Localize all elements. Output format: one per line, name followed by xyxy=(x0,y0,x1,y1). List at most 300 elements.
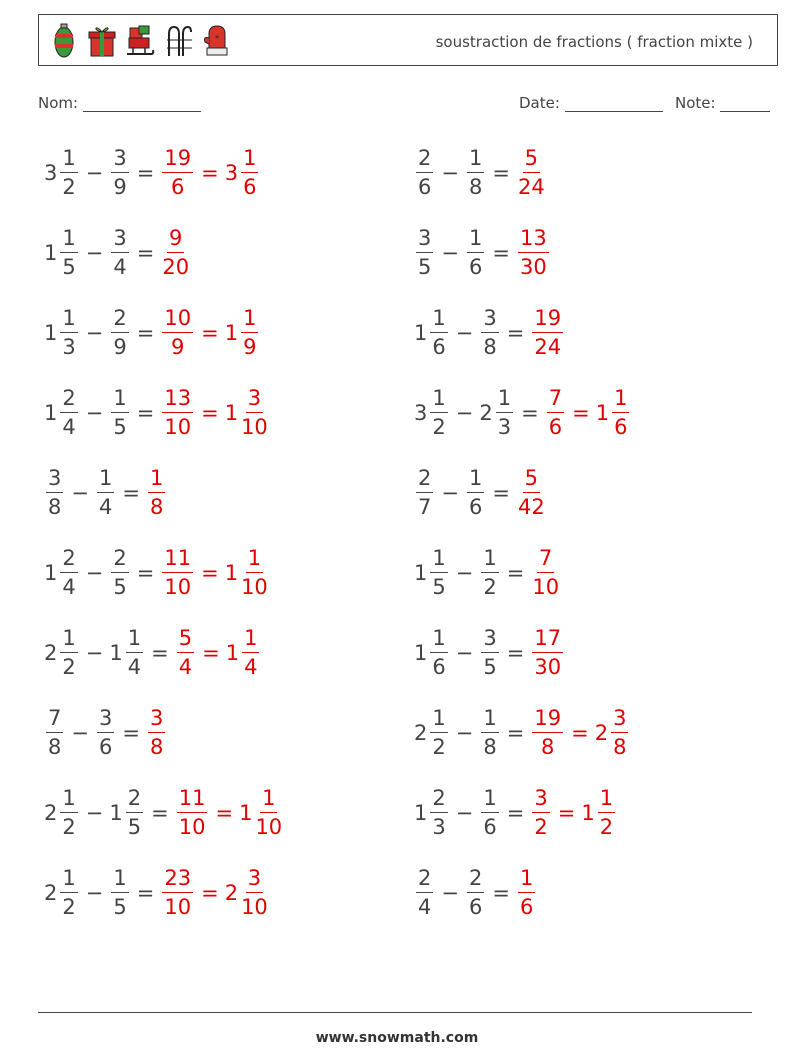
minuend-whole: 1 xyxy=(414,561,428,585)
header-box xyxy=(38,14,778,66)
minuend-fraction xyxy=(46,468,63,518)
answer xyxy=(146,708,167,758)
subtrahend xyxy=(479,628,500,678)
problem-8 xyxy=(414,383,631,443)
answer-improper xyxy=(530,308,565,358)
minuend-whole: 2 xyxy=(44,641,58,665)
minuend-denominator: 8 xyxy=(48,495,62,519)
answer-mixed-numerator: 1 xyxy=(598,788,615,813)
answer-mixed-fraction xyxy=(241,388,268,438)
answer-improper-denominator: 8 xyxy=(541,735,555,759)
minus-sign: − xyxy=(85,401,104,425)
minus-sign: − xyxy=(455,641,474,665)
minuend xyxy=(44,548,80,598)
equals-sign: = xyxy=(151,641,169,665)
minuend-fraction xyxy=(430,788,447,838)
subtrahend-fraction xyxy=(481,308,498,358)
answer-mixed-denominator: 8 xyxy=(613,735,627,759)
answer-mixed-denominator: 6 xyxy=(243,175,257,199)
answer-improper-denominator: 8 xyxy=(149,495,164,519)
equals-sign: = xyxy=(506,561,525,585)
subtrahend xyxy=(479,708,500,758)
answer-mixed-numerator: 1 xyxy=(612,388,629,413)
answer xyxy=(160,548,269,598)
minuend-numerator: 2 xyxy=(430,788,447,813)
minuend-fraction xyxy=(60,868,77,918)
minuend-denominator: 6 xyxy=(432,655,446,679)
minuend-fraction xyxy=(416,468,433,518)
answer-improper-fraction xyxy=(162,548,193,598)
answer-improper-numerator: 19 xyxy=(532,708,563,733)
subtrahend-denominator: 6 xyxy=(483,815,497,839)
equals-sign: = xyxy=(492,881,510,905)
answer-improper-denominator: 10 xyxy=(178,815,206,839)
subtrahend-numerator: 1 xyxy=(97,468,114,493)
answer-improper-numerator: 17 xyxy=(532,628,563,653)
answer-improper-fraction xyxy=(532,308,563,358)
subtrahend xyxy=(109,628,145,678)
answer-mixed xyxy=(225,308,261,358)
answer-mixed-denominator: 10 xyxy=(241,415,268,439)
minuend-fraction xyxy=(416,148,433,198)
subtrahend-denominator: 6 xyxy=(468,495,483,519)
answer-mixed-denominator: 10 xyxy=(241,575,268,599)
answer-improper-denominator: 10 xyxy=(164,415,192,439)
minuend xyxy=(414,548,450,598)
subtrahend-numerator: 1 xyxy=(481,788,498,813)
minuend-fraction xyxy=(430,708,447,758)
subtrahend xyxy=(109,148,130,198)
answer-mixed-numerator: 1 xyxy=(241,148,258,173)
subtrahend xyxy=(109,788,145,838)
subtrahend-fraction xyxy=(481,788,498,838)
problem-11 xyxy=(44,543,270,603)
answer-improper-denominator: 9 xyxy=(171,335,185,359)
subtrahend xyxy=(95,468,116,518)
answer-improper-denominator: 6 xyxy=(548,415,563,439)
minuend-fraction xyxy=(60,388,77,438)
equals-sign: = xyxy=(151,801,169,825)
answer-improper xyxy=(160,388,195,438)
minuend-whole: 2 xyxy=(44,881,58,905)
minuend xyxy=(44,708,65,758)
answer-mixed-whole: 2 xyxy=(594,721,609,745)
minuend-whole: 1 xyxy=(414,321,428,345)
subtrahend-fraction xyxy=(97,468,114,518)
answer-equals-sign: = xyxy=(571,721,589,745)
minuend-fraction xyxy=(60,228,77,278)
subtrahend-fraction xyxy=(111,388,128,438)
minus-sign: − xyxy=(85,241,104,265)
answer-improper-numerator: 7 xyxy=(537,548,554,573)
minuend-denominator: 5 xyxy=(418,255,432,279)
answer-improper-numerator: 11 xyxy=(177,788,208,813)
minus-sign: − xyxy=(455,801,474,825)
answer-improper xyxy=(545,388,566,438)
subtrahend-fraction xyxy=(111,148,128,198)
answer-improper-fraction xyxy=(148,468,165,518)
answer-improper-denominator: 30 xyxy=(519,255,547,279)
minus-sign: − xyxy=(85,881,104,905)
subtrahend-fraction xyxy=(481,548,498,598)
answer-improper-denominator: 6 xyxy=(171,175,185,199)
subtrahend-fraction xyxy=(111,308,128,358)
answer-mixed-numerator: 1 xyxy=(260,788,277,813)
answer xyxy=(530,548,561,598)
equals-sign: = xyxy=(136,161,155,185)
answer-mixed-fraction xyxy=(598,788,615,838)
minuend-numerator: 1 xyxy=(60,308,77,333)
answer-improper-denominator: 2 xyxy=(534,815,548,839)
minuend xyxy=(44,148,80,198)
minuend-numerator: 3 xyxy=(416,228,433,253)
answer xyxy=(160,388,269,438)
worksheet-title: soustraction de fractions ( fraction mixte ) xyxy=(435,33,753,51)
answer-mixed-numerator: 1 xyxy=(246,548,263,573)
answer xyxy=(160,868,269,918)
answer-improper-denominator: 24 xyxy=(534,335,562,359)
answer xyxy=(160,308,260,358)
minuend-numerator: 1 xyxy=(60,788,77,813)
minuend-denominator: 2 xyxy=(432,415,446,439)
subtrahend-fraction xyxy=(467,468,484,518)
minuend-whole: 1 xyxy=(44,321,58,345)
equals-sign: = xyxy=(136,321,155,345)
subtrahend xyxy=(109,868,130,918)
subtrahend-denominator: 6 xyxy=(468,895,483,919)
answer-improper-numerator: 19 xyxy=(532,308,563,333)
answer-improper-denominator: 6 xyxy=(519,895,534,919)
minuend-numerator: 2 xyxy=(60,388,77,413)
answer-mixed-fraction xyxy=(611,708,628,758)
answer-equals-sign: = xyxy=(557,801,576,825)
subtrahend-denominator: 8 xyxy=(483,735,497,759)
answer xyxy=(516,228,551,278)
answer-mixed xyxy=(225,148,261,198)
minuend-fraction xyxy=(60,308,77,358)
answer-equals-sign: = xyxy=(215,801,234,825)
answer-improper xyxy=(160,148,195,198)
minuend-denominator: 2 xyxy=(62,655,76,679)
answer-improper-numerator: 9 xyxy=(167,228,184,253)
subtrahend xyxy=(479,308,500,358)
minuend-numerator: 1 xyxy=(430,308,447,333)
svg-text:*: * xyxy=(215,34,219,43)
answer-improper xyxy=(516,468,547,518)
equals-sign: = xyxy=(136,241,155,265)
minuend-whole: 1 xyxy=(44,561,58,585)
minuend-denominator: 3 xyxy=(432,815,446,839)
minuend xyxy=(414,228,435,278)
minuend-denominator: 6 xyxy=(432,335,446,359)
answer-mixed-fraction xyxy=(241,308,258,358)
subtrahend xyxy=(465,148,486,198)
minuend xyxy=(44,788,80,838)
subtrahend-whole: 1 xyxy=(109,641,123,665)
answer-improper-fraction xyxy=(162,388,193,438)
minuend-denominator: 2 xyxy=(62,815,76,839)
answer-mixed-whole: 1 xyxy=(239,801,253,825)
grade-label: Note: xyxy=(675,94,716,112)
minuend-numerator: 1 xyxy=(60,628,77,653)
answer-improper xyxy=(516,148,547,198)
answer-improper-numerator: 23 xyxy=(162,868,193,893)
gift-icon xyxy=(87,22,117,60)
answer-mixed-fraction xyxy=(612,388,629,438)
answer xyxy=(516,868,537,918)
subtrahend-denominator: 9 xyxy=(113,335,127,359)
answer-mixed-whole: 1 xyxy=(224,401,239,425)
equals-sign: = xyxy=(506,721,525,745)
minuend-numerator: 2 xyxy=(416,868,433,893)
problem-14 xyxy=(414,623,565,683)
answer-mixed-denominator: 10 xyxy=(255,815,283,839)
answer-mixed-denominator: 2 xyxy=(599,815,614,839)
grade-blank[interactable] xyxy=(720,95,770,112)
answer-mixed-fraction xyxy=(241,868,268,918)
minus-sign: − xyxy=(71,721,89,745)
minus-sign: − xyxy=(455,321,474,345)
minuend-fraction xyxy=(416,228,433,278)
minuend-numerator: 1 xyxy=(430,708,447,733)
minuend-fraction xyxy=(60,628,77,678)
subtrahend xyxy=(479,548,500,598)
subtrahend-fraction xyxy=(481,628,498,678)
answer-mixed xyxy=(595,708,631,758)
subtrahend xyxy=(109,228,130,278)
answer xyxy=(175,628,262,678)
minuend-fraction xyxy=(416,868,433,918)
minuend xyxy=(44,308,80,358)
answer xyxy=(146,468,167,518)
equals-sign: = xyxy=(506,801,525,825)
answer-improper-numerator: 13 xyxy=(162,388,193,413)
minuend-whole: 3 xyxy=(414,401,428,425)
answer-improper xyxy=(146,708,167,758)
answer-mixed-numerator: 1 xyxy=(242,628,259,653)
minuend-fraction xyxy=(430,548,447,598)
answer-improper-fraction xyxy=(518,148,545,198)
problem-12 xyxy=(414,543,561,603)
subtrahend-whole: 1 xyxy=(109,801,123,825)
icon-row xyxy=(49,22,231,60)
minuend-fraction xyxy=(60,148,77,198)
answer xyxy=(530,308,565,358)
minuend xyxy=(414,468,435,518)
answer-mixed-whole: 1 xyxy=(225,641,240,665)
answer-mixed-denominator: 9 xyxy=(243,335,257,359)
subtrahend-fraction xyxy=(111,868,128,918)
subtrahend-numerator: 1 xyxy=(467,148,484,173)
answer-equals-sign: = xyxy=(201,881,219,905)
minuend-denominator: 2 xyxy=(62,895,76,919)
minuend-whole: 1 xyxy=(414,801,428,825)
subtrahend xyxy=(109,388,130,438)
ornament-icon xyxy=(49,22,79,60)
subtrahend-numerator: 1 xyxy=(496,388,513,413)
subtrahend-numerator: 2 xyxy=(111,548,128,573)
minus-sign: − xyxy=(71,481,89,505)
answer-mixed xyxy=(581,788,617,838)
answer-mixed-fraction xyxy=(255,788,282,838)
answer-improper-fraction xyxy=(518,868,535,918)
minuend-numerator: 1 xyxy=(60,228,77,253)
subtrahend-denominator: 9 xyxy=(113,175,127,199)
answer-improper-fraction xyxy=(162,308,193,358)
subtrahend-fraction xyxy=(467,148,484,198)
minuend-fraction xyxy=(430,388,447,438)
answer-improper-fraction xyxy=(518,468,545,518)
problem-18 xyxy=(414,783,617,843)
answer-improper-denominator: 8 xyxy=(149,735,164,759)
answer xyxy=(545,388,632,438)
minuend xyxy=(44,868,80,918)
answer-equals-sign: = xyxy=(201,401,219,425)
subtrahend-numerator: 3 xyxy=(111,148,128,173)
minuend-whole: 1 xyxy=(44,241,58,265)
minuend-fraction xyxy=(430,628,447,678)
minuend-numerator: 1 xyxy=(430,548,447,573)
subtrahend xyxy=(109,308,130,358)
answer-mixed-whole: 1 xyxy=(595,401,610,425)
minuend-denominator: 4 xyxy=(62,575,76,599)
answer-improper xyxy=(175,628,196,678)
subtrahend-numerator: 1 xyxy=(481,548,498,573)
subtrahend-denominator: 8 xyxy=(468,175,483,199)
answer-improper-numerator: 1 xyxy=(518,868,535,893)
answer-mixed-whole: 3 xyxy=(224,161,239,185)
answer-improper-fraction xyxy=(518,228,549,278)
minuend-fraction xyxy=(60,788,77,838)
mitten-icon xyxy=(201,22,231,60)
minuend-fraction xyxy=(46,708,63,758)
answer-mixed-whole: 1 xyxy=(581,801,595,825)
minuend xyxy=(414,628,450,678)
subtrahend-numerator: 1 xyxy=(467,228,484,253)
answer-improper-denominator: 4 xyxy=(178,655,193,679)
minuend-denominator: 4 xyxy=(62,415,76,439)
answer-improper-denominator: 10 xyxy=(532,575,560,599)
answer xyxy=(516,148,547,198)
subtrahend xyxy=(465,868,486,918)
minuend-numerator: 2 xyxy=(416,148,433,173)
minuend-whole: 1 xyxy=(44,401,58,425)
answer-mixed-whole: 1 xyxy=(224,561,239,585)
answer-improper-fraction xyxy=(177,628,194,678)
minuend xyxy=(44,628,80,678)
answer-improper-numerator: 5 xyxy=(177,628,194,653)
subtrahend-denominator: 8 xyxy=(483,335,497,359)
equals-sign: = xyxy=(521,401,539,425)
answer-improper-fraction xyxy=(162,148,193,198)
minus-sign: − xyxy=(441,881,459,905)
date-blank[interactable] xyxy=(565,95,663,112)
problem-17 xyxy=(44,783,284,843)
minuend xyxy=(44,388,80,438)
answer-improper xyxy=(516,868,537,918)
subtrahend-numerator: 1 xyxy=(111,868,128,893)
subtrahend-fraction xyxy=(481,708,498,758)
minus-sign: − xyxy=(441,161,459,185)
minuend-fraction xyxy=(430,308,447,358)
subtrahend-denominator: 6 xyxy=(468,255,483,279)
answer-mixed xyxy=(226,628,262,678)
minuend-whole: 2 xyxy=(44,801,58,825)
answer xyxy=(530,788,617,838)
subtrahend-numerator: 3 xyxy=(97,708,114,733)
minuend-whole: 3 xyxy=(44,161,58,185)
subtrahend xyxy=(109,548,130,598)
subtrahend-fraction xyxy=(111,228,128,278)
subtrahend-numerator: 3 xyxy=(111,228,128,253)
grade-field xyxy=(675,94,770,112)
name-blank[interactable] xyxy=(83,95,201,112)
answer-mixed-fraction xyxy=(242,628,259,678)
minuend-numerator: 1 xyxy=(60,868,77,893)
answer-improper-denominator: 30 xyxy=(534,655,562,679)
minuend-numerator: 7 xyxy=(46,708,63,733)
answer-improper xyxy=(516,228,551,278)
minuend xyxy=(414,868,435,918)
minuend-whole: 2 xyxy=(414,721,428,745)
subtrahend-denominator: 4 xyxy=(127,655,142,679)
problem-20 xyxy=(414,863,537,923)
minus-sign: − xyxy=(441,481,459,505)
subtrahend-denominator: 3 xyxy=(497,415,512,439)
answer-improper-fraction xyxy=(532,708,563,758)
subtrahend-fraction xyxy=(111,548,128,598)
subtrahend-numerator: 1 xyxy=(126,628,143,653)
subtrahend xyxy=(95,708,116,758)
minus-sign: − xyxy=(85,801,104,825)
minuend xyxy=(414,148,435,198)
problem-15 xyxy=(44,703,167,763)
answer xyxy=(530,708,630,758)
minus-sign: − xyxy=(455,401,474,425)
answer xyxy=(516,468,547,518)
name-label: Nom: xyxy=(38,94,79,112)
answer-improper xyxy=(530,628,565,678)
subtrahend-denominator: 5 xyxy=(113,415,127,439)
answer-mixed-numerator: 3 xyxy=(246,868,263,893)
answer-improper-numerator: 1 xyxy=(148,468,165,493)
subtrahend xyxy=(479,388,515,438)
problem-3 xyxy=(44,223,191,283)
answer-mixed xyxy=(225,388,270,438)
name-field xyxy=(38,94,201,112)
answer-improper xyxy=(160,548,195,598)
answer-mixed-numerator: 1 xyxy=(241,308,258,333)
answer-improper-numerator: 5 xyxy=(523,148,540,173)
minuend xyxy=(414,788,450,838)
equals-sign: = xyxy=(492,481,510,505)
minuend-numerator: 2 xyxy=(60,548,77,573)
answer xyxy=(160,228,191,278)
problem-4 xyxy=(414,223,551,283)
answer-improper xyxy=(146,468,167,518)
answer-improper-denominator: 20 xyxy=(162,255,190,279)
answer xyxy=(160,148,260,198)
minuend xyxy=(44,468,65,518)
answer-improper-fraction xyxy=(162,228,189,278)
answer-improper-fraction xyxy=(177,788,208,838)
subtrahend-denominator: 4 xyxy=(113,255,127,279)
answer-improper-numerator: 3 xyxy=(532,788,549,813)
answer-equals-sign: = xyxy=(572,401,590,425)
subtrahend-numerator: 2 xyxy=(126,788,143,813)
minus-sign: − xyxy=(441,241,459,265)
subtrahend-numerator: 2 xyxy=(111,308,128,333)
